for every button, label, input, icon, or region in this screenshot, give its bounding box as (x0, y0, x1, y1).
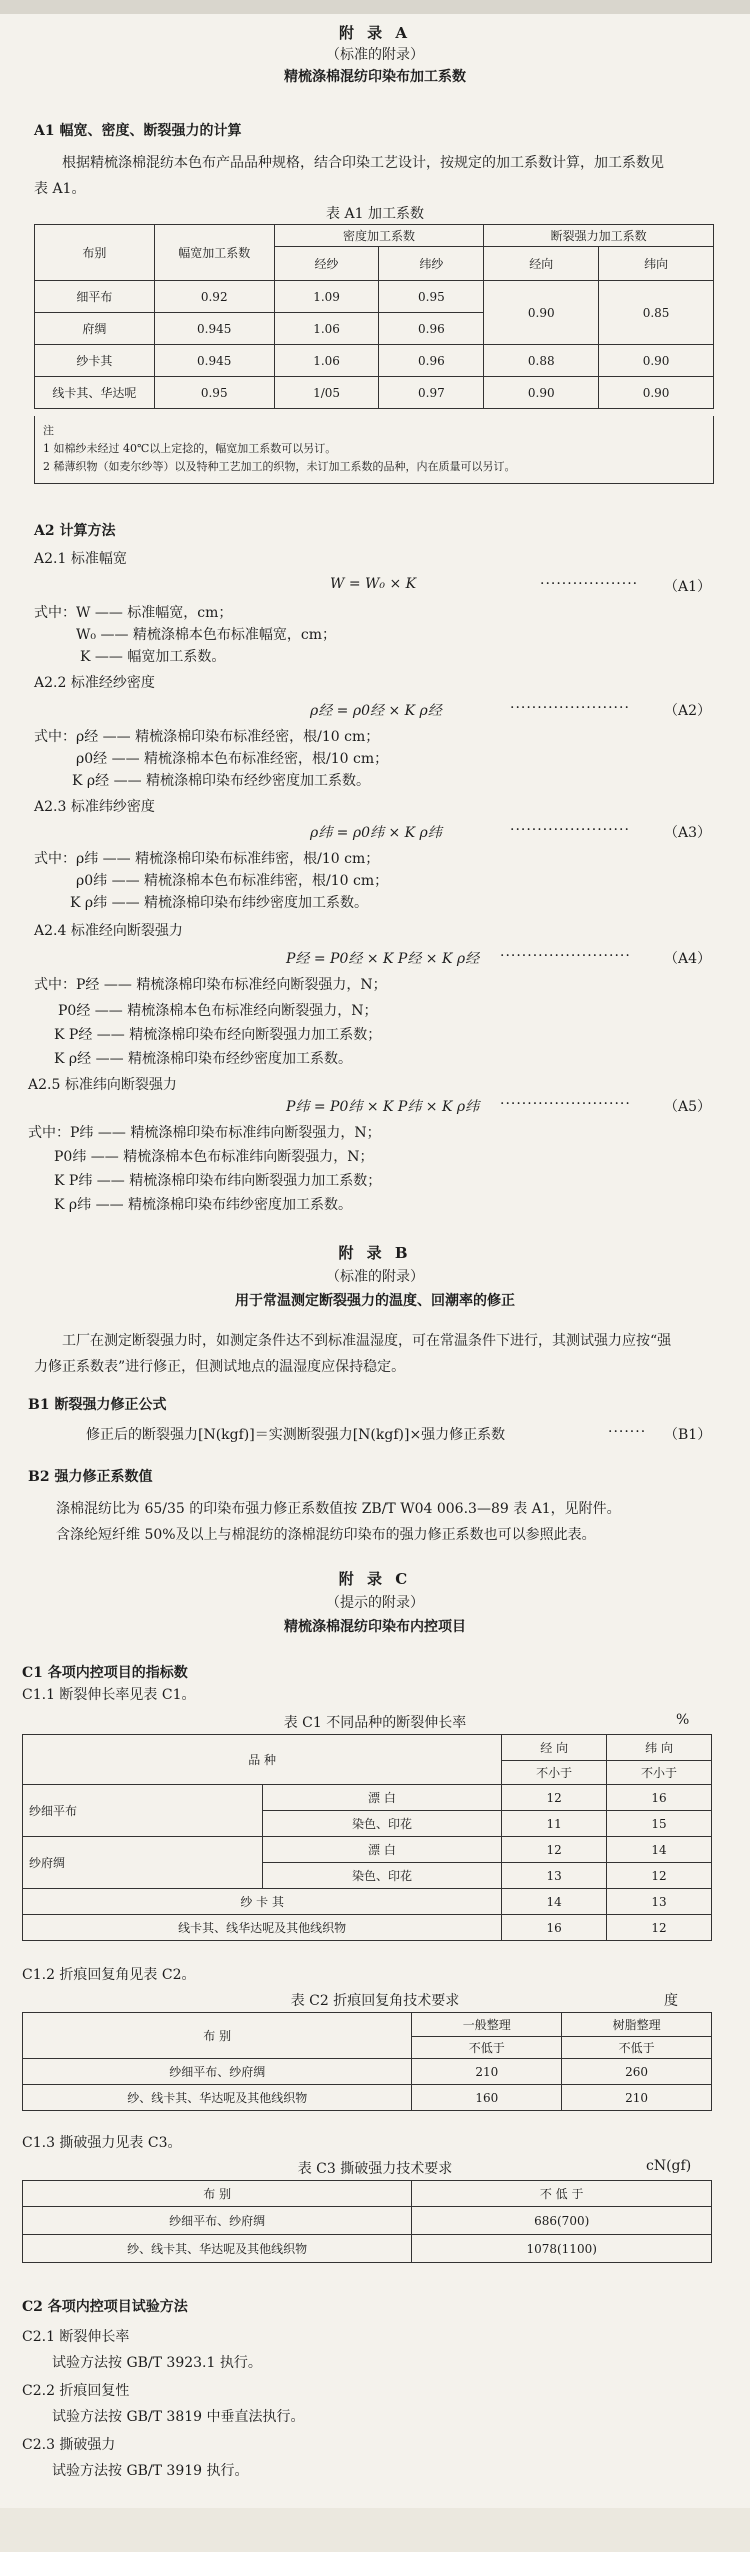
c12-text: C1.2 折痕回复角见表 C2。 (22, 1967, 196, 1983)
table-cell: 0.95 (379, 281, 484, 313)
table-cell: 16 (607, 1785, 712, 1811)
table-cell: 0.945 (154, 313, 274, 345)
a21-def-1: 式中：W —— 标准幅宽，cm； (34, 605, 233, 621)
table-c3-unit: cN(gf) (646, 2158, 692, 2174)
table-cell: 线卡其、线华达呢及其他线织物 (23, 1915, 502, 1941)
table-cell: 0.88 (484, 345, 599, 377)
table-cell: 染色、印花 (262, 1811, 502, 1837)
dot-leader: ························ (500, 1096, 631, 1112)
dot-leader: ·················· (540, 576, 639, 592)
appendix-c-status: （提示的附录） (326, 1595, 424, 1611)
formula-a3-tag: （A3） (664, 825, 712, 841)
a25-def-2: P0纬 —— 精梳涤棉本色布标准纬向断裂强力，N； (54, 1149, 374, 1165)
header-cloth: 布 别 (23, 2013, 412, 2059)
table-c2-title: 表 C2 折痕回复角技术要求 (290, 1993, 460, 2009)
table-cell: 0.945 (154, 345, 274, 377)
header-weft: 纬 向 (607, 1735, 712, 1761)
c23-text: 试验方法按 GB/T 3919 执行。 (52, 2463, 249, 2479)
table-cell: 0.97 (379, 377, 484, 409)
table-cell: 纱、线卡其、华达呢及其他线织物 (23, 2235, 412, 2263)
table-cell: 0.96 (379, 345, 484, 377)
section-a1-heading: A1 幅宽、密度、断裂强力的计算 (34, 123, 242, 139)
a22-def-1: 式中：ρ经 —— 精梳涤棉印染布标准经密，根/10 cm； (34, 729, 380, 745)
formula-b1-tag: （B1） (664, 1427, 712, 1443)
c22-text: 试验方法按 GB/T 3819 中垂直法执行。 (52, 2409, 305, 2425)
table-cell: 纱细平布 (23, 1785, 263, 1837)
scan-bottom-strip (0, 2508, 750, 2552)
header-min: 不小于 (607, 1761, 712, 1785)
table-cell: 210 (562, 2085, 712, 2111)
a24-def-2: P0经 —— 精梳涤棉本色布标准经向断裂强力，N； (58, 1003, 378, 1019)
note-2: 2 稀薄织物（如麦尔纱等）以及特种工艺加工的织物，未订加工系数的品种，内在质量可以另订。 (43, 460, 516, 473)
table-cell: 纱、线卡其、华达呢及其他线织物 (23, 2085, 412, 2111)
table-cell: 纱卡其 (35, 345, 155, 377)
table-cell: 1.06 (274, 313, 379, 345)
header-width-coef: 幅宽加工系数 (154, 225, 274, 281)
a23-def-1: 式中：ρ纬 —— 精梳涤棉印染布标准纬密，根/10 cm； (34, 851, 380, 867)
table-cell: 1.06 (274, 345, 379, 377)
c21-text: 试验方法按 GB/T 3923.1 执行。 (52, 2355, 262, 2371)
table-c2-unit: 度 (664, 1993, 678, 2009)
appendix-b-title: 用于常温测定断裂强力的温度、回潮率的修正 (235, 1293, 515, 1309)
header-cloth: 布 别 (23, 2181, 412, 2207)
c11-text: C1.1 断裂伸长率见表 C1。 (22, 1687, 196, 1703)
table-c2 (22, 2012, 712, 2111)
table-cell: 12 (607, 1863, 712, 1889)
formula-a3: ρ纬 = ρ0纬 × K ρ纬 (310, 825, 442, 841)
table-c1-unit: % (676, 1712, 690, 1728)
table-cell: 0.90 (599, 345, 714, 377)
c23-heading: C2.3 撕破强力 (22, 2437, 116, 2453)
table-cell: 纱细平布、纱府绸 (23, 2207, 412, 2235)
c13-text: C1.3 撕破强力见表 C3。 (22, 2135, 182, 2151)
section-a1-text-line1: 根据精梳涤棉混纺本色布产品品种规格，结合印染工艺设计，按规定的加工系数计算，加工系数见 (62, 155, 664, 171)
table-cell: 纱细平布、纱府绸 (23, 2059, 412, 2085)
section-a2-heading: A2 计算方法 (34, 523, 116, 539)
table-cell: 线卡其、华达呢 (35, 377, 155, 409)
formula-a1: W = W₀ × K (330, 576, 417, 592)
formula-b1: 修正后的断裂强力[N(kgf)]＝实测断裂强力[N(kgf)]×强力修正系数 (86, 1427, 506, 1443)
section-c2-heading: C2 各项内控项目试验方法 (22, 2299, 188, 2315)
dot-leader: ······· (608, 1424, 647, 1440)
table-a1 (34, 224, 714, 409)
table-cell: 染色、印花 (262, 1863, 502, 1889)
a22-def-3: K ρ经 —— 精梳涤棉印染布经纱密度加工系数。 (72, 773, 371, 789)
a22-def-2: ρ0经 —— 精梳涤棉本色布标准经密，根/10 cm； (76, 751, 389, 767)
table-cell: 纱 卡 其 (23, 1889, 502, 1915)
table-c1 (22, 1734, 712, 1941)
header-warp: 经 向 (502, 1735, 607, 1761)
table-cell: 14 (607, 1837, 712, 1863)
c21-heading: C2.1 断裂伸长率 (22, 2329, 130, 2345)
dot-leader: ························ (500, 948, 631, 964)
appendix-c-title: 精梳涤棉混纺印染布内控项目 (284, 1619, 466, 1635)
formula-a4-tag: （A4） (664, 951, 712, 967)
note-1: 1 如棉纱未经过 40℃以上定捻的，幅宽加工系数可以另订。 (43, 442, 337, 455)
table-cell: 0.90 (599, 377, 714, 409)
table-cell: 12 (502, 1785, 607, 1811)
appendix-a-heading: 附 录 A (338, 24, 412, 42)
table-cell: 府绸 (35, 313, 155, 345)
table-cell: 1078(1100) (412, 2235, 712, 2263)
a23-def-2: ρ0纬 —— 精梳涤棉本色布标准纬密，根/10 cm； (76, 873, 389, 889)
table-cell: 12 (607, 1915, 712, 1941)
header-min: 不低于 (562, 2037, 712, 2059)
formula-a5-tag: （A5） (664, 1099, 712, 1115)
a25-def-3: K P纬 —— 精梳涤棉印染布纬向断裂强力加工系数； (54, 1173, 382, 1189)
table-cell: 12 (502, 1837, 607, 1863)
header-density-coef: 密度加工系数 (274, 225, 484, 247)
header-strength-coef: 断裂强力加工系数 (484, 225, 714, 247)
header-warp-yarn: 经纱 (274, 247, 379, 281)
section-b2-text-line1: 涤棉混纺比为 65/35 的印染布强力修正系数值按 ZB/T W04 006.3—89 表 A1，见附件。 (56, 1501, 621, 1517)
table-cell: 260 (562, 2059, 712, 2085)
dot-leader: ······················ (510, 700, 630, 716)
header-weft-dir: 纬向 (599, 247, 714, 281)
a25-heading: A2.5 标准纬向断裂强力 (28, 1077, 177, 1093)
table-c3 (22, 2180, 712, 2263)
table-a1-title: 表 A1 加工系数 (326, 206, 424, 222)
table-cell: 14 (502, 1889, 607, 1915)
a25-def-4: K ρ纬 —— 精梳涤棉印染布纬纱密度加工系数。 (54, 1197, 353, 1213)
formula-a4: P经 = P0经 × K P经 × K ρ经 (286, 951, 480, 967)
appendix-a-title: 精梳涤棉混纺印染布加工系数 (284, 69, 466, 85)
a21-def-2: W₀ —— 精梳涤棉本色布标准幅宽，cm； (76, 627, 337, 643)
dot-leader: ······················ (510, 822, 630, 838)
appendix-b-intro-line2: 力修正系数表”进行修正，但测试地点的温湿度应保持稳定。 (34, 1359, 406, 1375)
appendix-b-intro-line1: 工厂在测定断裂强力时，如测定条件达不到标准温湿度，可在常温条件下进行，其测试强力应按“强 (62, 1333, 672, 1349)
a22-heading: A2.2 标准经纱密度 (34, 675, 155, 691)
table-cell: 纱府绸 (23, 1837, 263, 1889)
table-cell: 漂 白 (262, 1785, 502, 1811)
section-b2-text-line2: 含涤纶短纤维 50%及以上与棉混纺的涤棉混纺印染布的强力修正系数也可以参照此表。 (56, 1527, 596, 1543)
section-c1-heading: C1 各项内控项目的指标数 (22, 1665, 188, 1681)
a24-def-3: K P经 —— 精梳涤棉印染布经向断裂强力加工系数； (54, 1027, 382, 1043)
header-min: 不低于 (412, 2037, 562, 2059)
appendix-b-status: （标准的附录） (326, 1269, 424, 1285)
table-cell: 1/05 (274, 377, 379, 409)
table-a1-notes (34, 416, 714, 484)
table-cell: 15 (607, 1811, 712, 1837)
header-variety: 品 种 (23, 1735, 502, 1785)
header-min: 不小于 (502, 1761, 607, 1785)
appendix-c-heading: 附 录 C (338, 1570, 412, 1588)
formula-a1-tag: （A1） (664, 579, 712, 595)
a25-def-1: 式中：P纬 —— 精梳涤棉印染布标准纬向断裂强力，N； (28, 1125, 381, 1141)
table-cell: 13 (607, 1889, 712, 1915)
a24-def-1: 式中：P经 —— 精梳涤棉印染布标准经向断裂强力，N； (34, 977, 387, 993)
a23-heading: A2.3 标准纬纱密度 (34, 799, 155, 815)
table-cell: 0.90 (484, 281, 599, 345)
table-c1-title: 表 C1 不同品种的断裂伸长率 (283, 1715, 467, 1731)
table-cell: 0.85 (599, 281, 714, 345)
table-c3-title: 表 C3 撕破强力技术要求 (297, 2161, 453, 2177)
c22-heading: C2.2 折痕回复性 (22, 2383, 130, 2399)
table-cell: 细平布 (35, 281, 155, 313)
a21-def-3: K —— 幅宽加工系数。 (80, 649, 226, 665)
a24-heading: A2.4 标准经向断裂强力 (34, 923, 183, 939)
formula-a5: P纬 = P0纬 × K P纬 × K ρ纬 (286, 1099, 480, 1115)
table-cell: 0.95 (154, 377, 274, 409)
a24-def-4: K ρ经 —— 精梳涤棉印染布经纱密度加工系数。 (54, 1051, 353, 1067)
note-label: 注 (43, 424, 54, 437)
a23-def-3: K ρ纬 —— 精梳涤棉印染布纬纱密度加工系数。 (70, 895, 369, 911)
header-cloth: 布别 (35, 225, 155, 281)
header-min: 不 低 于 (412, 2181, 712, 2207)
formula-a2-tag: （A2） (664, 703, 712, 719)
table-cell: 0.92 (154, 281, 274, 313)
section-a1-text-line2: 表 A1。 (34, 181, 86, 197)
table-cell: 686(700) (412, 2207, 712, 2235)
table-cell: 210 (412, 2059, 562, 2085)
table-cell: 11 (502, 1811, 607, 1837)
header-resin: 树脂整理 (562, 2013, 712, 2037)
a21-heading: A2.1 标准幅宽 (34, 551, 127, 567)
header-weft-yarn: 纬纱 (379, 247, 484, 281)
formula-a2: ρ经 = ρ0经 × K ρ经 (310, 703, 442, 719)
table-cell: 160 (412, 2085, 562, 2111)
table-cell: 0.90 (484, 377, 599, 409)
table-cell: 1.09 (274, 281, 379, 313)
section-b1-heading: B1 断裂强力修正公式 (28, 1397, 167, 1413)
appendix-a-status: （标准的附录） (326, 47, 424, 63)
scan-top-strip (0, 0, 750, 14)
table-cell: 漂 白 (262, 1837, 502, 1863)
section-b2-heading: B2 强力修正系数值 (28, 1469, 153, 1485)
header-general: 一般整理 (412, 2013, 562, 2037)
header-warp-dir: 经向 (484, 247, 599, 281)
table-cell: 13 (502, 1863, 607, 1889)
appendix-b-heading: 附 录 B (338, 1244, 412, 1262)
table-cell: 16 (502, 1915, 607, 1941)
table-cell: 0.96 (379, 313, 484, 345)
